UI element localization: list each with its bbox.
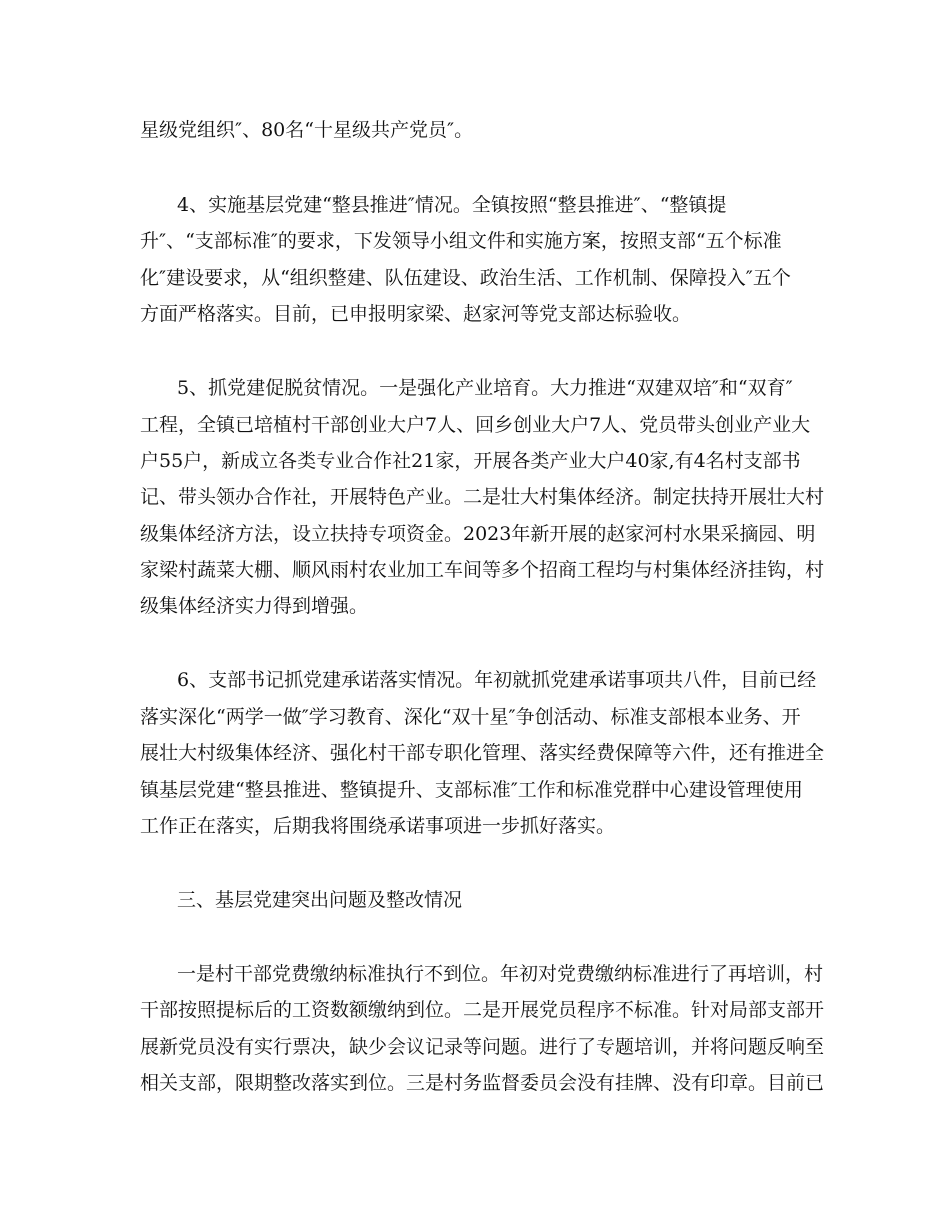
- text-line: 一是村干部党费缴纳标准执行不到位。年初对党费缴纳标准进行了再培训，村: [177, 963, 824, 985]
- text-line: 展新党员没有实行票决，缺少会议记录等问题。进行了专题培训，并将问题反响至: [140, 1036, 825, 1058]
- text-line: 化″建设要求，从“组织整建、队伍建设、政治生活、工作机制、保障投入″五个: [140, 267, 791, 289]
- text-line: 级集体经济实力得到增强。: [140, 595, 369, 617]
- text-line: 落实深化“两学一做″学习教育、深化“双十星″争创活动、标准支部根本业务、开: [140, 706, 801, 728]
- text-line: 干部按照提标后的工资数额缴纳到位。二是开展党员程序不标准。针对局部支部开: [140, 999, 825, 1021]
- text-line: 升″、“支部标准″的要求，下发领导小组文件和实施方案，按照支部“五个标准: [140, 230, 782, 252]
- text-line: 记、带头领办合作社，开展特色产业。二是壮大村集体经济。制定扶持开展壮大村: [140, 486, 825, 508]
- text-line: 工程，全镇已培植村干部创业大户7人、回乡创业大户7人、党员带头创业产业大: [140, 414, 811, 436]
- paragraph-4-heading-line: 4、实施基层党建“整县推进″情况。全镇按照“整县推进″、“整镇提: [177, 194, 727, 216]
- text-line: 镇基层党建“整县推进、整镇提升、支部标准″工作和标准党群中心建设管理使用: [140, 779, 803, 801]
- paragraph-5-heading-line: 5、抓党建促脱贫情况。一是强化产业培育。大力推进“双建双培″和“双育″: [177, 377, 793, 399]
- text-line: 家梁村蔬菜大棚、顺风雨村农业加工车间等多个招商工程均与村集体经济挂钩，村: [140, 559, 825, 581]
- section-heading: 三、基层党建突出问题及整改情况: [177, 889, 463, 911]
- text-line: 展壮大村级集体经济、强化村干部专职化管理、落实经费保障等六件，还有推进全: [140, 742, 825, 764]
- paragraph-6-heading-line: 6、支部书记抓党建承诺落实情况。年初就抓党建承诺事项共八件，目前已经: [177, 669, 817, 691]
- text-line: 方面严格落实。目前，已申报明家梁、赵家河等党支部达标验收。: [140, 303, 692, 325]
- text-line: 级集体经济方法，设立扶持专项资金。2023年新开展的赵家河村水果采摘园、明: [140, 523, 816, 545]
- text-line: 相关支部，限期整改落实到位。三是村务监督委员会没有挂牌、没有印章。目前已: [140, 1072, 825, 1094]
- text-line: 星级党组织″、80名“十星级共产党员″。: [140, 119, 474, 141]
- text-line: 户55户，新成立各类专业合作社21家，开展各类产业大户40家,有4名村支部书: [140, 450, 801, 472]
- text-line: 工作正在落实，后期我将围绕承诺事项进一步抓好落实。: [140, 815, 616, 837]
